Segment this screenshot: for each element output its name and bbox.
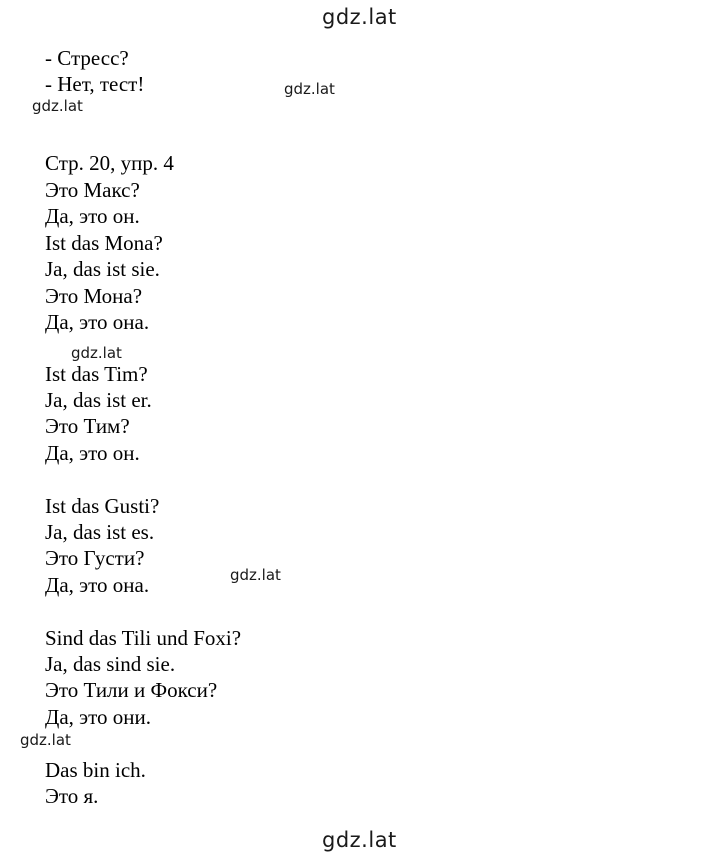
watermark-top: gdz.lat	[322, 5, 397, 29]
section-heading: Стр. 20, упр. 4	[45, 151, 174, 175]
text-line: Это Мона?	[45, 284, 143, 308]
text-line: Да, это они.	[45, 705, 152, 729]
text-line: Ist das Mona?	[45, 231, 163, 255]
text-line: Das bin ich.	[45, 758, 146, 782]
text-line: Ja, das ist es.	[45, 520, 155, 544]
text-line: Да, это она.	[45, 573, 150, 597]
text-line: Ja, das ist er.	[45, 388, 152, 412]
text-line: Да, это он.	[45, 441, 140, 465]
text-line: Да, это он.	[45, 204, 140, 228]
text-line: Ja, das ist sie.	[45, 257, 160, 281]
text-line: Это Макс?	[45, 178, 140, 202]
text-line: Sind das Tili und Foxi?	[45, 626, 242, 650]
text-line: Ja, das sind sie.	[45, 652, 176, 676]
text-line: Ist das Tim?	[45, 362, 148, 386]
watermark: gdz.lat	[284, 80, 335, 98]
text-line: - Нет, тест!	[45, 72, 145, 96]
watermark-bottom: gdz.lat	[322, 828, 397, 852]
text-line: Да, это она.	[45, 310, 150, 334]
watermark: gdz.lat	[20, 731, 71, 749]
text-line: Это Густи?	[45, 546, 145, 570]
watermark: gdz.lat	[230, 566, 281, 584]
text-line: - Стресс?	[45, 46, 129, 70]
watermark: gdz.lat	[71, 344, 122, 362]
watermark: gdz.lat	[32, 97, 83, 115]
text-line: Это Тили и Фокси?	[45, 678, 218, 702]
text-line: Это Тим?	[45, 414, 130, 438]
text-line: Это я.	[45, 784, 99, 808]
text-line: Ist das Gusti?	[45, 494, 160, 518]
